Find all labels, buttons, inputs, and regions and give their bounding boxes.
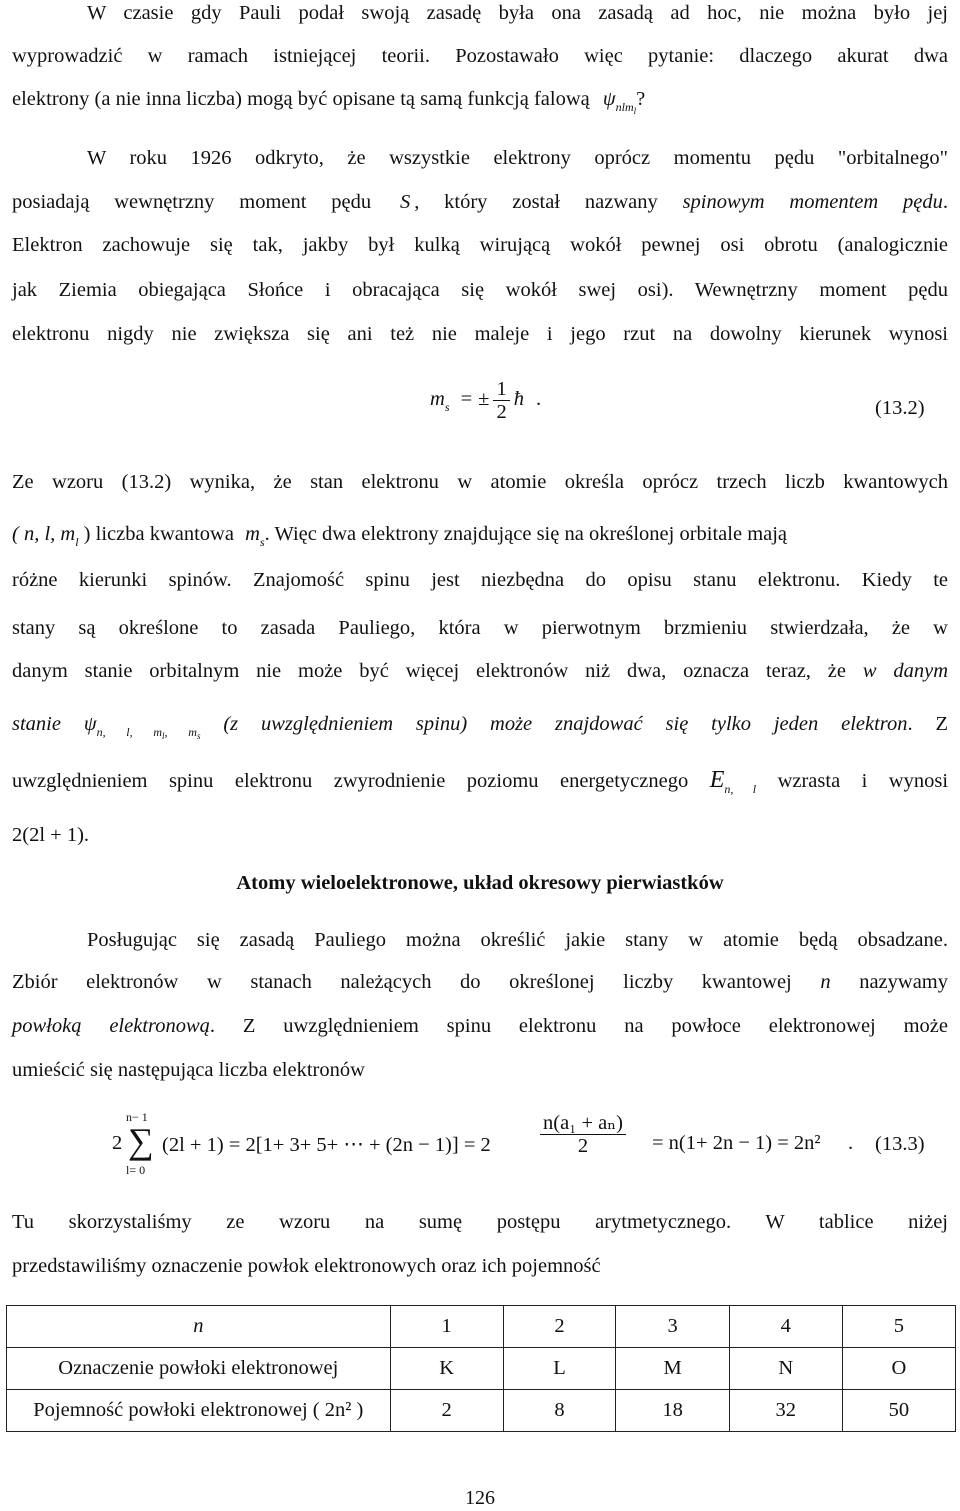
table-cell: 3	[616, 1306, 729, 1348]
text-line	[12, 711, 948, 740]
eq-operator: =	[460, 388, 473, 411]
text-fragment: , który został nazwany	[414, 191, 658, 213]
text-fragment: elektrony (a nie inna liczba) mogą być opisane tą samą funkcją falową	[12, 88, 590, 110]
table-row	[7, 1390, 956, 1432]
text-line: W roku 1926 odkryto, że wszystkie elektrony oprócz momentu pędu "orbitalnego"	[87, 147, 948, 169]
emphasis-text: powłoką elektronową	[12, 1015, 210, 1037]
text-line	[12, 767, 948, 796]
quantum-tuple: ( n, l, m	[12, 523, 76, 545]
eq-punct: .	[535, 388, 542, 411]
table-cell: N	[729, 1348, 842, 1390]
table-cell: K	[390, 1348, 503, 1390]
psi-symbol: ψ	[83, 713, 97, 735]
eq-symbol: m	[430, 388, 445, 411]
page-number: 126	[465, 1487, 495, 1509]
fraction-numerator: n(a₁ + aₙ)	[540, 1112, 626, 1135]
text-line: umieścić się następująca liczba elektronów	[12, 1059, 365, 1081]
section-heading: Atomy wieloelektronowe, układ okresowy pierwiastków	[236, 872, 724, 894]
table-cell: 1	[390, 1306, 503, 1348]
degeneracy-formula: 2(2l + 1).	[12, 824, 90, 846]
fraction	[540, 1112, 626, 1157]
eq-operator: ±	[478, 388, 490, 411]
table-cell: O	[842, 1348, 955, 1390]
psi-subsubscript: l	[162, 731, 165, 741]
psi-state	[83, 713, 201, 741]
text-line: W czasie gdy Pauli podał swoją zasadę była ona zasadą ad hoc, nie można było jej	[87, 2, 948, 24]
psi-subsubscript: s	[196, 731, 201, 741]
text-fragment: . Więc dwa elektrony znajdujące się na określonej orbitale mają	[264, 523, 788, 545]
spin-symbol: S	[399, 191, 411, 213]
table-cell: 18	[616, 1390, 729, 1432]
text-line: wyprowadzić w ramach istniejącej teorii. Pozostawało więc pytanie: dlaczego akurat dwa	[12, 45, 948, 67]
emphasis-text: w danym	[862, 660, 949, 682]
text-fragment: wzrasta i wynosi	[777, 770, 949, 792]
text-fragment: nazywamy	[859, 971, 948, 993]
text-line: Tu skorzystaliśmy ze wzoru na sumę postępu arytmetycznego. W tablice niżej	[12, 1211, 948, 1233]
table-cell: L	[503, 1348, 616, 1390]
eq-expression: = n(1+ 2n − 1) = 2n²	[652, 1132, 821, 1154]
psi-subscript: , m	[164, 725, 197, 739]
text-line: przedstawiliśmy oznaczenie powłok elektronowych oraz ich pojemność	[12, 1255, 601, 1277]
text-line	[12, 86, 948, 115]
text-fragment: .	[942, 191, 948, 213]
table-cell: 2	[503, 1306, 616, 1348]
table-cell-label: n	[7, 1306, 391, 1348]
text-line: stany są określone to zasada Pauliego, która w pierwotnym brzmieniu stwierdzała, że w	[12, 617, 948, 639]
text-fragment: )	[83, 523, 91, 545]
psi-subscript: n, l, m	[96, 725, 163, 739]
psi-symbol: ψ	[602, 88, 616, 110]
equation-number: (13.3)	[875, 1133, 925, 1155]
text-line: Posługując się zasadą Pauliego można określić jakie stany w atomie będą obsadzane.	[87, 929, 948, 951]
table-cell-label: Pojemność powłoki elektronowej ( 2n² )	[7, 1390, 391, 1432]
text-line	[12, 1013, 948, 1039]
text-fragment: . Z	[907, 713, 949, 735]
energy-symbol	[709, 767, 757, 796]
table-cell: 2	[390, 1390, 503, 1432]
hbar-symbol: ħ	[513, 388, 524, 411]
fraction-numerator: 1	[493, 378, 509, 401]
ms-subscript: s	[259, 535, 265, 549]
eq-coefficient: 2	[112, 1132, 123, 1154]
energy-letter: E	[709, 767, 725, 793]
equation-13-3	[112, 1110, 892, 1180]
table-row	[7, 1306, 956, 1348]
sum-upper-limit: n− 1	[126, 1110, 148, 1124]
table-cell: 32	[729, 1390, 842, 1432]
eq-subscript: s	[444, 400, 450, 415]
text-fragment: liczba kwantowa	[95, 523, 234, 545]
energy-subscript: n, l	[724, 782, 757, 796]
table-row	[7, 1348, 956, 1390]
equation-number: (13.2)	[875, 397, 925, 419]
text-line	[12, 521, 948, 549]
tuple-subscript: l	[75, 535, 79, 549]
text-fragment: ?	[636, 88, 646, 110]
ms-symbol: m	[245, 523, 260, 545]
emphasis-text: spinowym momentem pędu	[682, 191, 943, 213]
fraction	[493, 378, 509, 423]
sum-lower-limit: l= 0	[126, 1163, 146, 1177]
table-cell-label: Oznaczenie powłoki elektronowej	[7, 1348, 391, 1390]
text-fragment: . Z uwzględnieniem spinu elektronu na powłoce elektronowej może	[209, 1015, 948, 1037]
fraction-denominator: 2	[496, 401, 507, 423]
eq-expression: (2l + 1) = 2[1+ 3+ 5+ ⋯ + (2n − 1)] = 2	[162, 1134, 491, 1156]
table-cell: 4	[729, 1306, 842, 1348]
eq-punct: .	[848, 1132, 854, 1154]
text-fragment: posiadają wewnętrzny moment pędu	[12, 191, 372, 213]
table-cell: 50	[842, 1390, 955, 1432]
text-fragment: uwzględnieniem spinu elektronu zwyrodnienie poziomu energetycznego	[12, 770, 689, 792]
emphasis-text: (z uwzględnieniem spinu) może znajdować się tylko jeden elektron	[223, 713, 908, 735]
table-cell: 8	[503, 1390, 616, 1432]
text-fragment: Zbiór elektronów w stanach należących do określonej liczby kwantowej	[12, 971, 792, 993]
text-line: różne kierunki spinów. Znajomość spinu jest niezbędna do opisu stanu elektronu. Kiedy te	[12, 569, 948, 591]
emphasis-text: stanie	[12, 713, 61, 735]
n-symbol: n	[820, 971, 831, 993]
text-fragment: danym stanie orbitalnym nie może być więcej elektronów niż dwa, oznacza teraz, że	[12, 660, 846, 682]
fraction-denominator: 2	[577, 1135, 589, 1157]
psi-subscript: nlm	[615, 100, 634, 114]
psi-subsubscript: l	[633, 106, 637, 116]
sum-sigma: ∑	[128, 1121, 154, 1161]
table-cell: M	[616, 1348, 729, 1390]
text-line	[12, 189, 948, 215]
text-line: elektronu nigdy nie zwiększa się ani też nie maleje i jego rzut na dowolny kierunek wynosi	[12, 323, 948, 345]
text-line	[12, 969, 948, 995]
text-line: Elektron zachowuje się tak, jakby był kulką wirującą wokół pewnej osi obrotu (analogicznie	[12, 234, 948, 256]
shell-table	[6, 1305, 956, 1432]
text-line: Ze wzoru (13.2) wynika, że stan elektronu w atomie określa oprócz trzech liczb kwantowych	[12, 471, 948, 493]
table-cell: 5	[842, 1306, 955, 1348]
text-line	[12, 658, 948, 684]
equation-13-2	[430, 378, 541, 423]
text-line: jak Ziemia obiegająca Słońce i obracająca się wokół swej osi). Wewnętrzny moment pędu	[12, 279, 948, 301]
